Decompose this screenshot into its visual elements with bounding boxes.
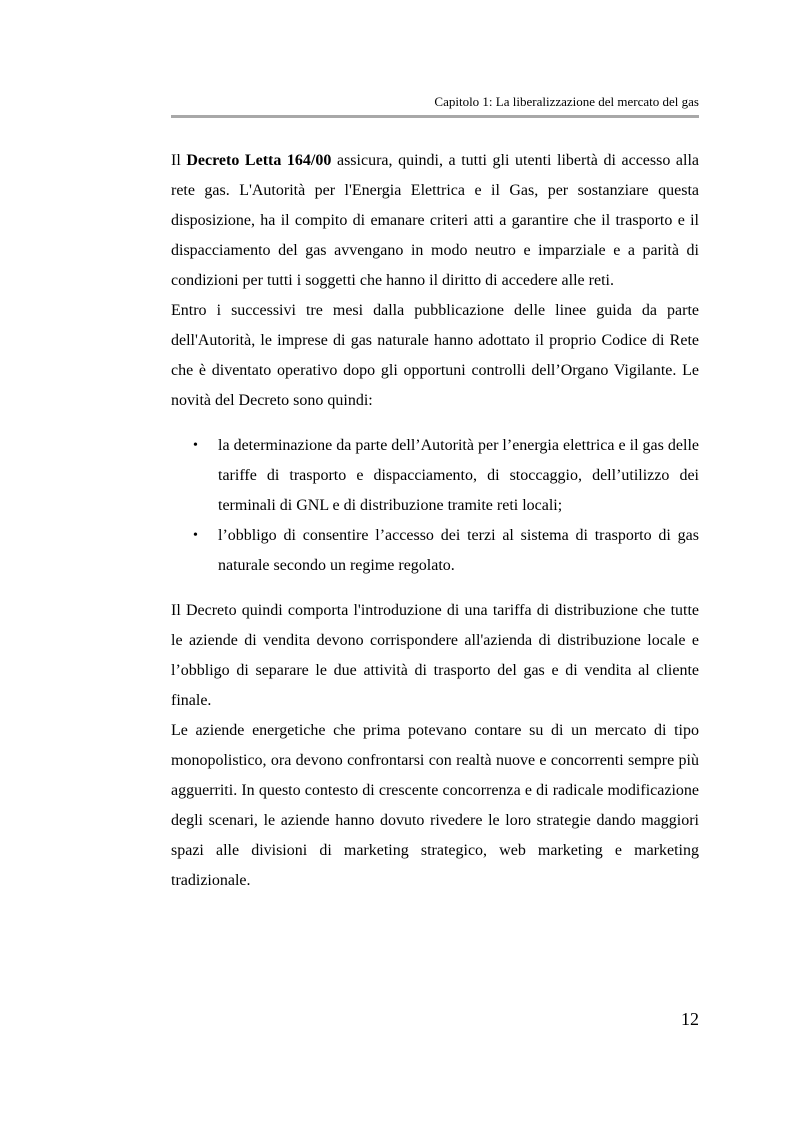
body-text [171,146,699,896]
list-item [171,521,699,581]
bullet-icon: • [193,438,198,453]
paragraph-lead: Il [171,152,187,169]
bullet-icon: • [193,528,198,543]
decree-name: Decreto Letta 164/00 [186,152,332,169]
header-rule [171,115,699,118]
list-item-text: l’obbligo di consentire l’accesso dei terzi al sistema di trasporto di gas naturale secondo un regime regolato. [218,527,699,574]
list-item [171,431,699,521]
paragraph-codice-di-rete: Entro i successivi tre mesi dalla pubblicazione delle linee guida da parte dell'Autorità, le imprese di gas naturale hanno adottato il proprio Codice di Rete che è diventato operativo dopo gli opportuni controlli dell’Organo Vigilante. Le novità del Decreto sono quindi: [171,302,699,409]
list-item-text: la determinazione da parte dell’Autorità per l’energia elettrica e il gas delle tariffe di trasporto e dispacciamento, di stoccaggio, dell’utilizzo dei terminali di GNL e di distribuzione tramite reti locali; [218,437,699,514]
paragraph-tariffa: Il Decreto quindi comporta l'introduzione di una tariffa di distribuzione che tutte le aziende di vendita devono corrispondere all'azienda di distribuzione locale e l’obbligo di separare le due attività di trasporto del gas e di vendita al cliente finale. [171,602,699,709]
novelties-list [171,431,699,581]
paragraph-aziende-energetiche: Le aziende energetiche che prima potevano contare su di un mercato di tipo monopolistico, ora devono confrontarsi con realtà nuove e concorrenti sempre più agguerriti. In questo contesto di crescente concorrenza e di radicale modificazione degli scenari, le aziende hanno dovuto rivedere le loro strategie dando maggiori spazi alle divisioni di marketing strategico, web marketing e marketing tradizionale. [171,722,699,889]
paragraph-rest: assicura, quindi, a tutti gli utenti libertà di accesso alla rete gas. L'Autorità per l'Energia Elettrica e il Gas, per sostanziare questa disposizione, ha il compito di emanare criteri atti a garantire che il trasporto e il dispacciamento del gas avvengano in modo neutro e imparziale e a parità di condizioni per tutti i soggetti che hanno il diritto di accedere alle reti. [171,152,700,289]
running-header: Capitolo 1: La liberalizzazione del mercato del gas [434,94,699,109]
paragraph-decreto-letta [171,146,699,296]
page-number: 12 [681,1009,699,1029]
